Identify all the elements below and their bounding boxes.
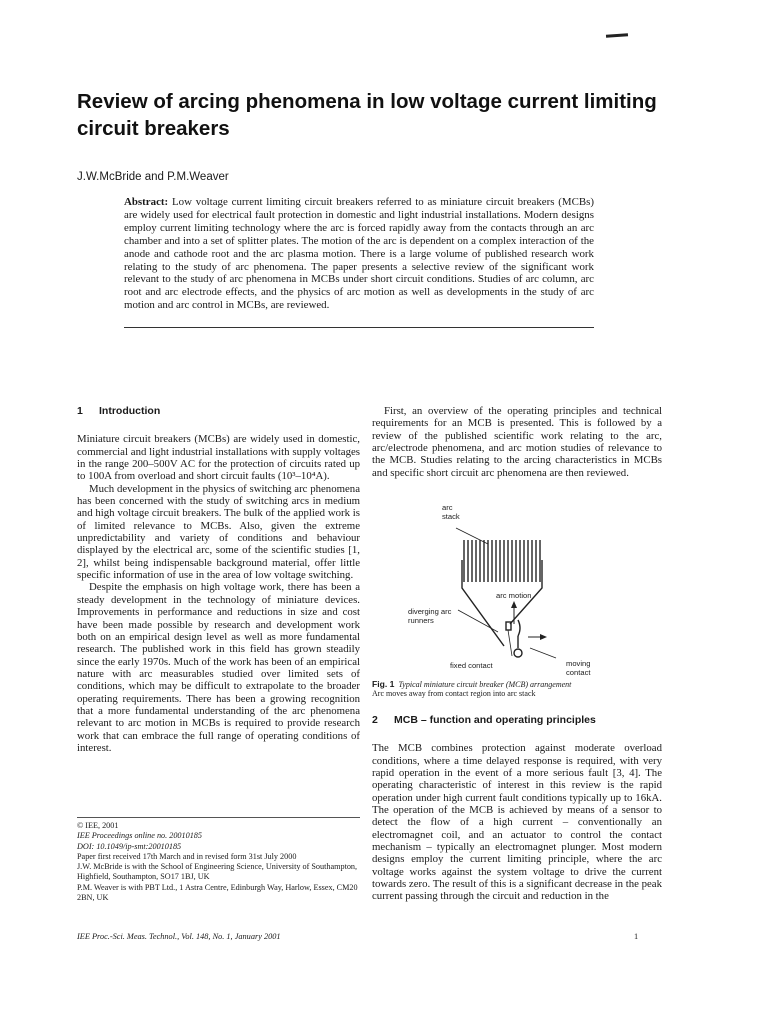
left-column [77, 405, 360, 754]
label-fixed-contact: fixed contact [450, 661, 493, 670]
figure-subcaption: Arc moves away from contact region into arc stack [372, 689, 536, 699]
section1-paragraph-3: Despite the emphasis on high voltage work, there has been a steady development in the technology of miniature devices. Improvements in performance and reductions in size and cost have been made possible by research and development work both on an empirical design level as well as more fundamental research. The published work in this field has grown steadily since the early 1970s. Much of the work has been of an empirical nature with arc measurables studied over limited sets of conditions, which may be difficult to extrapolate to the broader operating requirements. There has been a growing recognition that a more fundamental understanding of the arc phenomena relevant to arc motion in MCBs is required to provide research work that can embrace the full range of operating conditions of interest. [77, 581, 360, 754]
section1-number: 1 [77, 405, 83, 417]
footnote-rule [77, 817, 360, 818]
label-arc-stack: arc stack [442, 503, 460, 521]
section2 [372, 714, 662, 903]
contact-motion-arrowhead [540, 634, 547, 640]
abstract [124, 196, 594, 312]
page-number: 1 [634, 932, 639, 941]
copyright: © IEE, 2001 [77, 821, 119, 830]
moving-contact-pivot [514, 649, 522, 657]
arc-motion-arrowhead [511, 601, 517, 608]
figure-1-caption [372, 680, 662, 699]
runners-leader [458, 610, 498, 632]
section2-paragraph: The MCB combines protection against moderate overload conditions, where a time delayed response is required, with very rapid operation in the event of a more serious fault [3, 4]. The operating characteristic of interest in this review is the rapid operation under high current fault conditions typically up to 16kA. The operation of the MCB is achieved by means of a sensor to detect the flow of a high current – conventionally an electromagnet coil, and an actuator to control the contact mechanism – typically an electromagnet plunger. Most modern designs employ the current limiting principle, where the arc voltage works against the system voltage to drive the current towards zero. The result of this is a significant decrease in the peak current passing through the circuit and reduction in the [372, 742, 662, 903]
footnotes [77, 821, 360, 903]
authors: J.W.McBride and P.M.Weaver [77, 171, 229, 183]
affiliation-1: J.W. McBride is with the School of Engineering Science, University of Southampton, Highfield, Southampton, SO17 1BJ, UK [77, 862, 358, 882]
right-column-intro [372, 405, 662, 479]
section2-heading [372, 714, 662, 726]
figure-title: Typical miniature circuit breaker (MCB) arrangement [398, 680, 572, 689]
section2-number: 2 [372, 714, 378, 726]
figure-1 [372, 498, 658, 688]
running-footer: IEE Proc.-Sci. Meas. Technol., Vol. 148, No. 1, January 2001 [77, 932, 281, 941]
moving-contact-leader [530, 648, 556, 658]
section1-heading [77, 405, 360, 417]
label-arc-motion: arc motion [496, 591, 532, 600]
moving-contact [518, 620, 520, 636]
section2-title: MCB – function and operating principles [394, 714, 596, 726]
splitter-plates [464, 540, 540, 582]
doi: DOI: 10.1049/ip-smt:20010185 [77, 841, 182, 851]
figure-number: Fig. 1 [372, 679, 395, 689]
abstract-text: Low voltage current limiting circuit breakers referred to as miniature circuit breakers (MCBs) are widely used for electrical fault protection in domestic and light industrial installations. Modern designs employ current limiting technology where the arc is forced rapidly away from the contacts through an arc chamber and into a set of splitter plates. The motion of the arc is dependent on a complex interaction of the anode and cathode root and the arc plasma motion. There is a large volume of published research work relating to the study of arc phenomena. The paper presents a selective review of the significant work relevant to the study of arc phenomena in MCBs under short circuit conditions. Studies of arc column, arc root and arc electrode effects, and the physics of arc motion as well as developments in the study of arc motion and arc control in MCBs, are reviewed. [124, 196, 594, 312]
abstract-rule [124, 327, 594, 328]
abstract-label: Abstract: [124, 196, 169, 208]
right-intro-paragraph: First, an overview of the operating principles and technical requirements for an MCB is presented. This is followed by a review of the published scientific work relating to the arc, arc/electrode phenomena, and arc motion studies of relevance to the MCB. Studies relating to the arcing characteristics in MCBs and specific short circuit arc phenomena are then reviewed. [372, 405, 662, 479]
received-note: Paper first received 17th March and in revised form 31st July 2000 [77, 851, 297, 861]
label-diverging-runners: diverging arc runners [408, 607, 452, 625]
paper-title: Review of arcing phenomena in low voltage current limiting circuit breakers [77, 90, 657, 140]
section1-paragraph-2: Much development in the physics of switching arc phenomena has been concerned with the study of switching arcs in medium and high voltage circuit breakers. The bulk of the applied work is of limited relevance to MCBs. Also, given the extreme unpredictability and variety of conditions and behaviour displayed by the electrical arc, some of the scientific studies [1, 2], whilst being indispensable background material, offer little specific information of use in the area of low voltage switching. [77, 482, 360, 582]
affiliation-2: P.M. Weaver is with PBT Ltd., 1 Astra Centre, Edinburgh Way, Harlow, Essex, CM20 2BN, UK [77, 882, 358, 903]
corner-mark [606, 33, 628, 38]
fixed-contact-leader [508, 630, 512, 656]
label-moving-contact: moving contact [566, 659, 591, 677]
section1-title: Introduction [99, 405, 161, 417]
proceedings-ref: IEE Proceedings online no. 20010185 [77, 831, 202, 841]
section1-paragraph-1: Miniature circuit breakers (MCBs) are widely used in domestic, commercial and light industrial installations with supply voltages in the range 200–500V AC for the protection of circuits rated up to 100A from overload and short circuit faults (10³–10⁴A). [77, 433, 360, 483]
